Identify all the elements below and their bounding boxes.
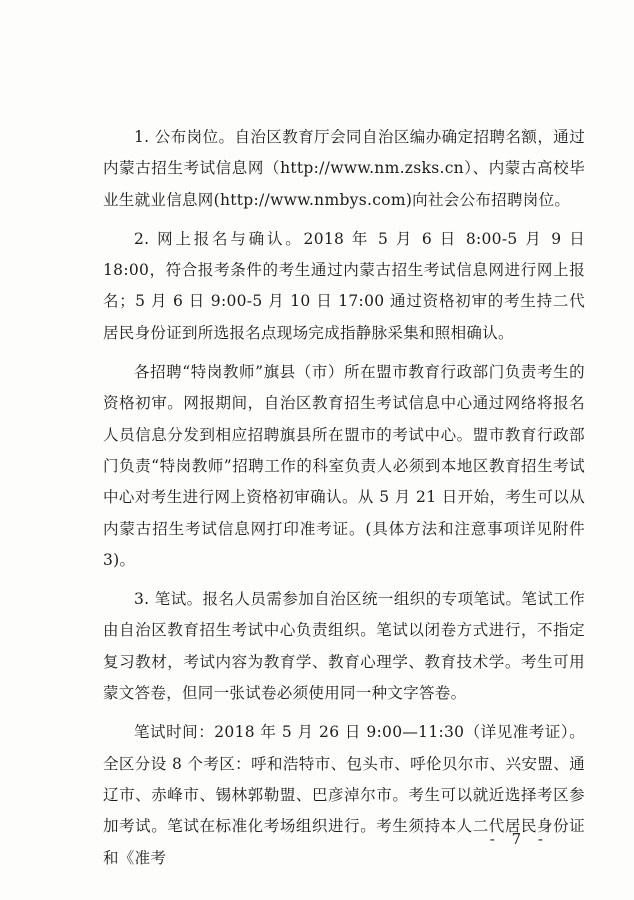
paragraph-online-registration: 2. 网上报名与确认。2018 年 5 月 6 日 8:00-5 月 9 日 18:00，符合报考条件的考生通过内蒙古招生考试信息网进行网上报名；5 月 6 日 9:00-5 月 10 日 17:00 通过资格初审的考生持二代居民身份证到所选报名点现场完成指静脉采集和照相确认。 — [103, 229, 585, 342]
paragraph-exam-time: 笔试时间：2018 年 5 月 26 日 9:00—11:30（详见准考证）。全区分设 8 个考区：呼和浩特市、包头市、呼伦贝尔市、兴安盟、通辽市、赤峰市、锡林郭勒盟、巴彦淖尔市。考生可以就近选择考区参加考试。笔试在标准化考场组织进行。考生须持本人二代居民身份证和《准考 — [103, 723, 585, 867]
document-body — [103, 122, 585, 874]
page-number: - 7 - — [489, 830, 549, 848]
paragraph-written-exam: 3. 笔试。报名人员需参加自治区统一组织的专项笔试。笔试工作由自治区教育招生考试中心负责组织。笔试以闭卷方式进行，不指定复习教材，考试内容为教育学、教育心理学、教育技术学。考生可用蒙文答卷，但同一张试卷必须使用同一种文字答卷。 — [103, 590, 585, 703]
paragraph-gap — [103, 349, 585, 357]
paragraph-qualification-review: 各招聘“特岗教师”旗县（市）所在盟市教育行政部门负责考生的资格初审。网报期间，自治区教育招生考试信息中心通过网络将报名人员信息分发到相应招聘旗县所在盟市的考试中心。盟市教育行政部门负责“特岗教师”招聘工作的科室负责人必须到本地区教育招生考试中心对考生进行网上资格初审确认。从 5 月 21 日开始，考生可以从内蒙古招生考试信息网打印准考证。(具体方法和注意事项详见附件 3)。 — [103, 363, 585, 569]
paragraph-publish-positions: 1. 公布岗位。自治区教育厅会同自治区编办确定招聘名额，通过内蒙古招生考试信息网（http://www.nm.zsks.cn）、内蒙古高校毕业生就业信息网(http://www.nmbys.com)向社会公布招聘岗位。 — [103, 128, 585, 209]
paragraph-gap — [103, 216, 585, 224]
paragraph-gap — [103, 709, 585, 717]
paragraph-gap — [103, 576, 585, 584]
